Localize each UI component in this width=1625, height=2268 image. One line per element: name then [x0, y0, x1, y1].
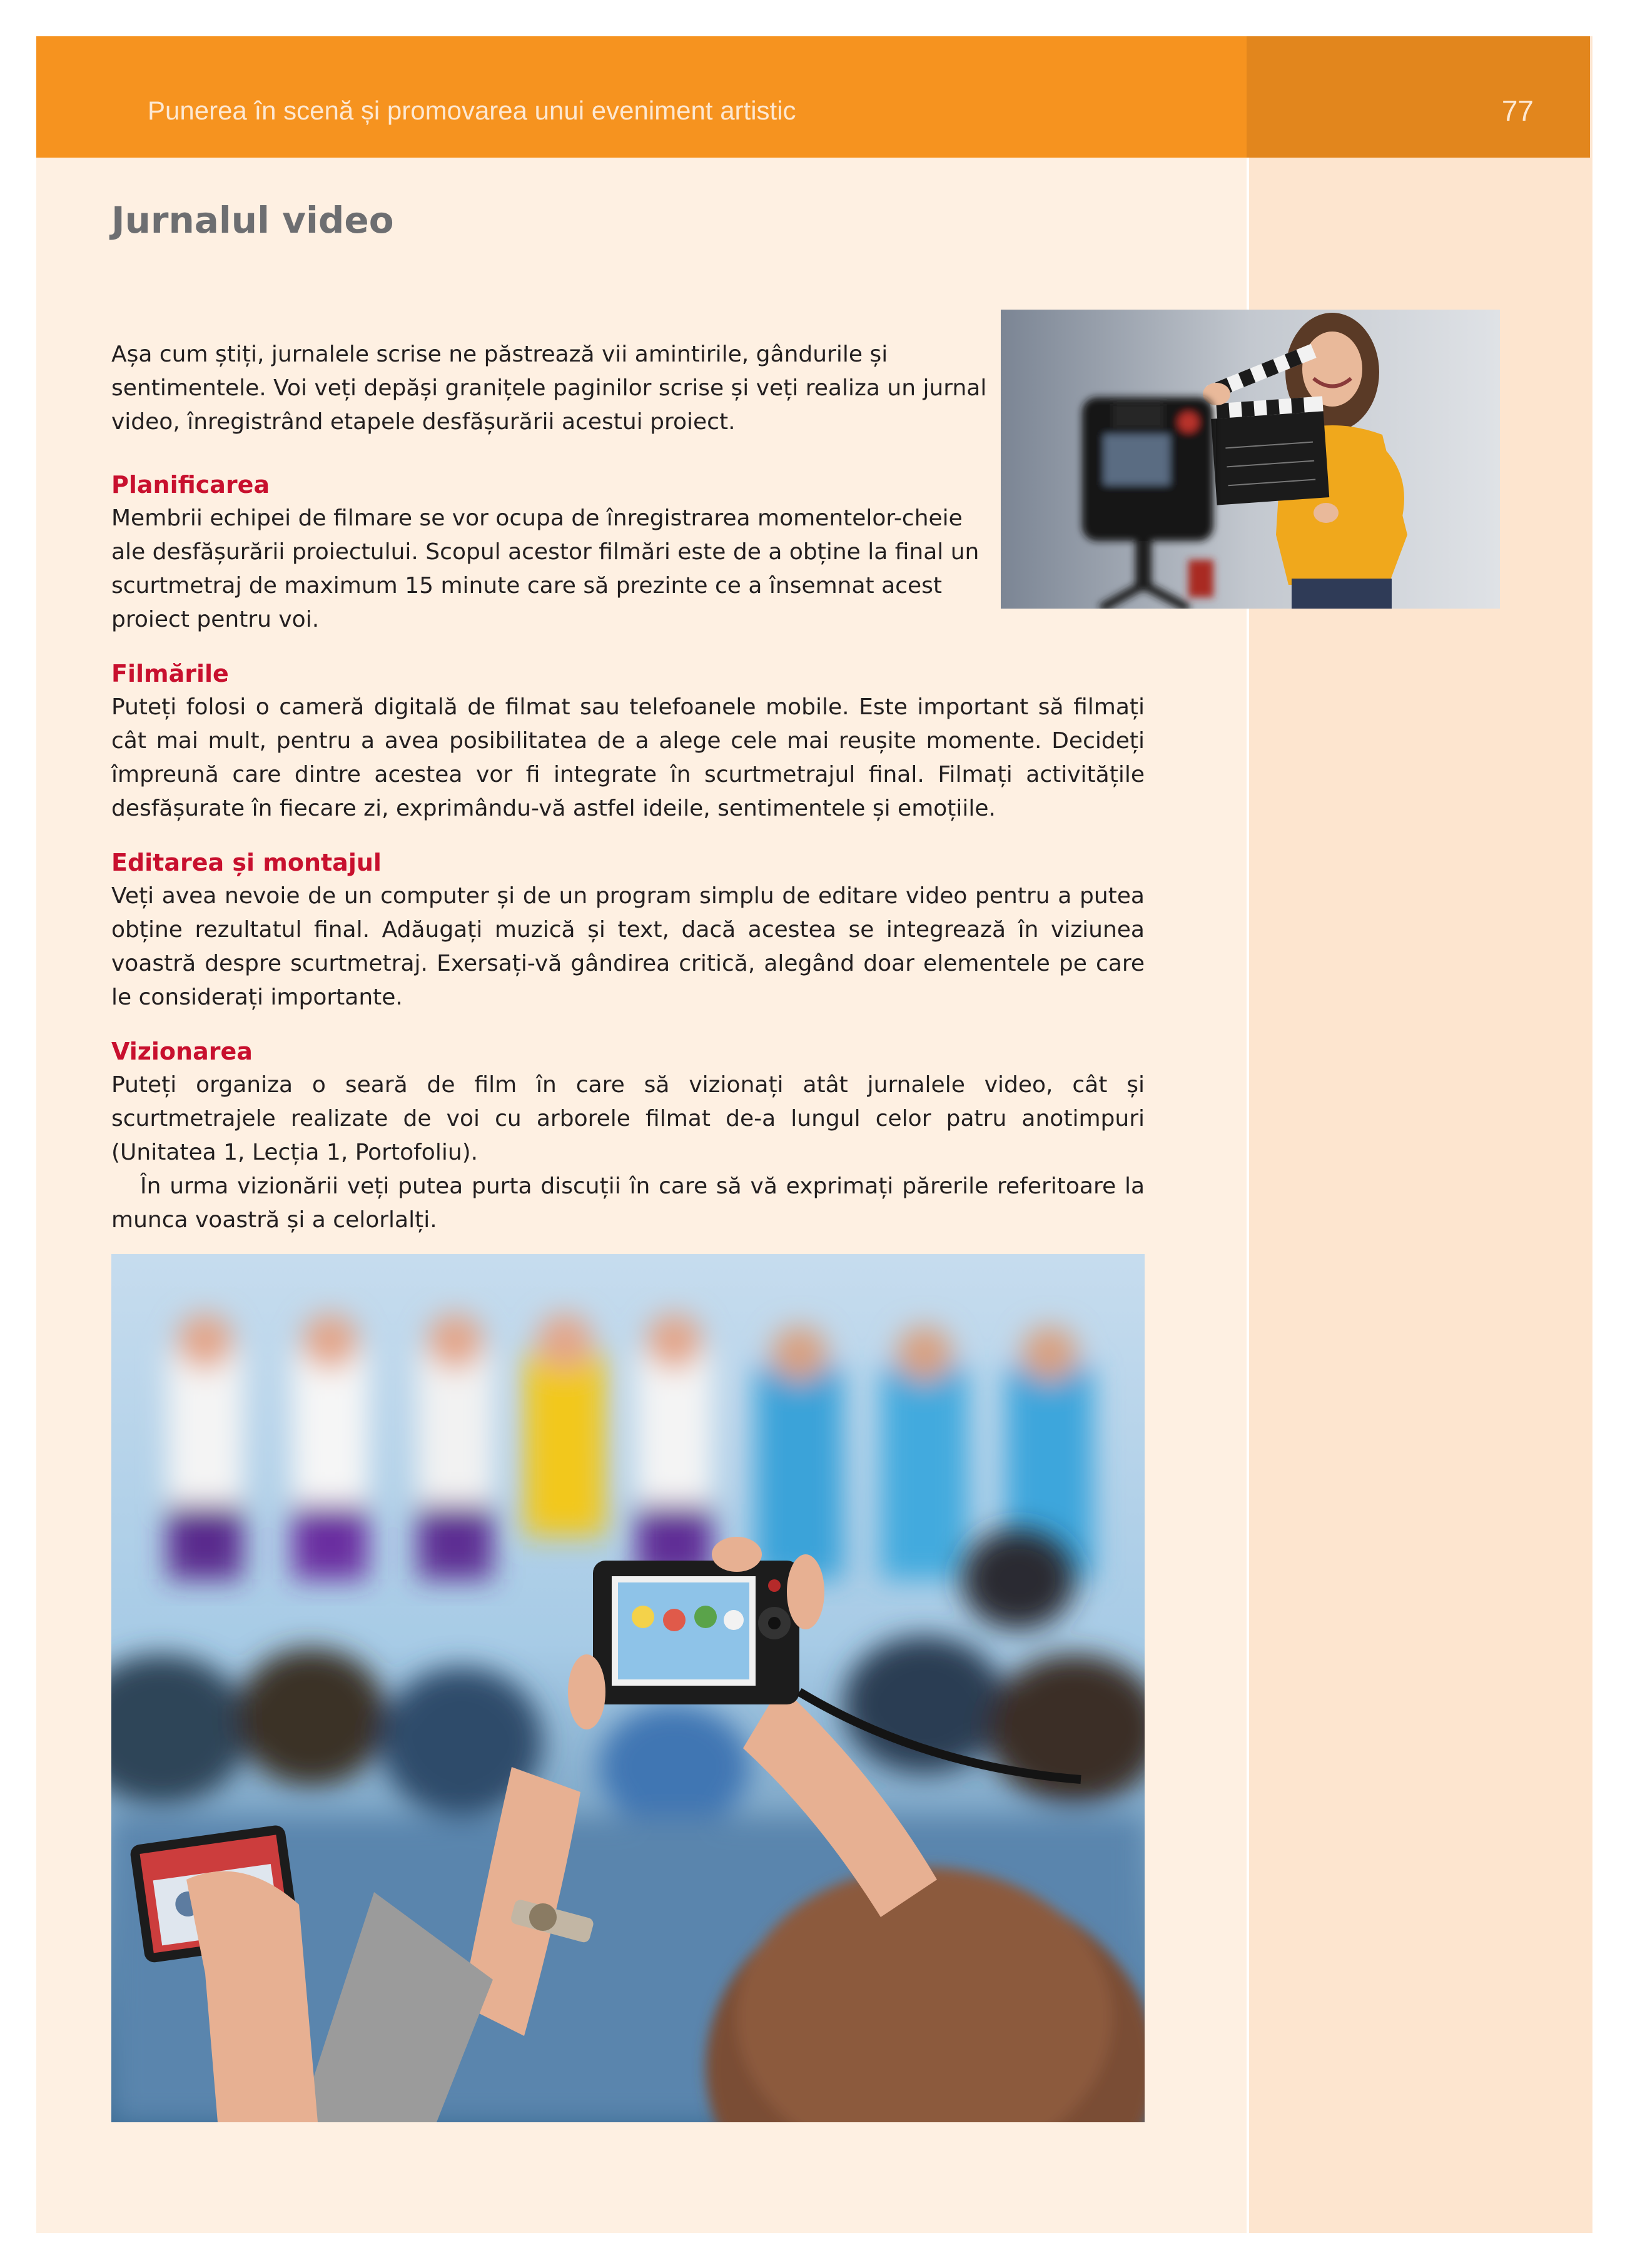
section-title-planificarea: Planificarea: [111, 471, 270, 499]
section-title-editarea: Editarea și montajul: [111, 849, 382, 876]
section-vizionarea: [111, 1035, 1145, 1237]
section-text-planificarea: Membrii echipei de filmare se vor ocupa de înregistrarea momentelor-cheie ale desfășurării proiectului. Scopul acestor filmări este de a obține la final un scurtmetraj de maximum 15 minute care să prezinte ce a însemnat acest proiect pentru voi.: [111, 505, 980, 632]
section-text-vizionarea-2: În urma vizionării veți putea purta discuții în care să vă exprimați părerile referitoare la munca voastră și a celorlalți.: [111, 1173, 1145, 1233]
section-text-filmarile: Puteți folosi o cameră digitală de filmat sau telefoanele mobile. Este important să filmați cât mai mult, pentru a avea posibilitatea de a alege cele mai reușite momente. Decideți împreună care dintre acestea vor fi integrate în scurtmetrajul final. Filmați activitățile desfășurate în fiecare zi, exprimându-vă astfel ideile, sentimentele și emoțiile.: [111, 694, 1145, 821]
audience-filming-photo: [111, 1254, 1145, 2122]
section-text-vizionarea: Puteți organiza o seară de film în care să vizionați atât jurnalele video, cât și scurtmetrajele realizate de voi cu arborele filmat de-a lungul celor patru anotimpuri (Unitatea 1, Lecția 1, Portofoliu).: [111, 1072, 1145, 1165]
clapperboard-photo: [1001, 310, 1500, 609]
intro-block: [111, 338, 1001, 439]
running-title: Punerea în scenă și promovarea unui eveniment artistic: [148, 96, 796, 125]
section-text-editarea: Veți avea nevoie de un computer și de un program simplu de editare video pentru a putea obține rezultatul final. Adăugați muzică și text, dacă acestea se integrează în viziunea voastră despre scurtmetraj. Exersați-vă gândirea critică, alegând doar elementele pe care le considerați importante.: [111, 883, 1145, 1010]
page-title: Jurnalul video: [111, 199, 394, 241]
section-planificarea: [111, 468, 1001, 637]
section-title-filmarile: Filmările: [111, 660, 229, 687]
section-filmarile: [111, 657, 1145, 826]
page-number: 77: [1501, 94, 1534, 127]
intro-paragraph: Așa cum știți, jurnalele scrise ne păstrează vii amintirile, gândurile și sentimentele. Voi veți depăși granițele paginilor scrise și veți realiza un jurnal video, înregistrând etapele desfășurării acestui proiect.: [111, 342, 987, 435]
header-bar: [36, 36, 1590, 158]
section-editarea: [111, 846, 1145, 1015]
section-title-vizionarea: Vizionarea: [111, 1038, 253, 1065]
header-page-number-box: [1247, 36, 1590, 158]
